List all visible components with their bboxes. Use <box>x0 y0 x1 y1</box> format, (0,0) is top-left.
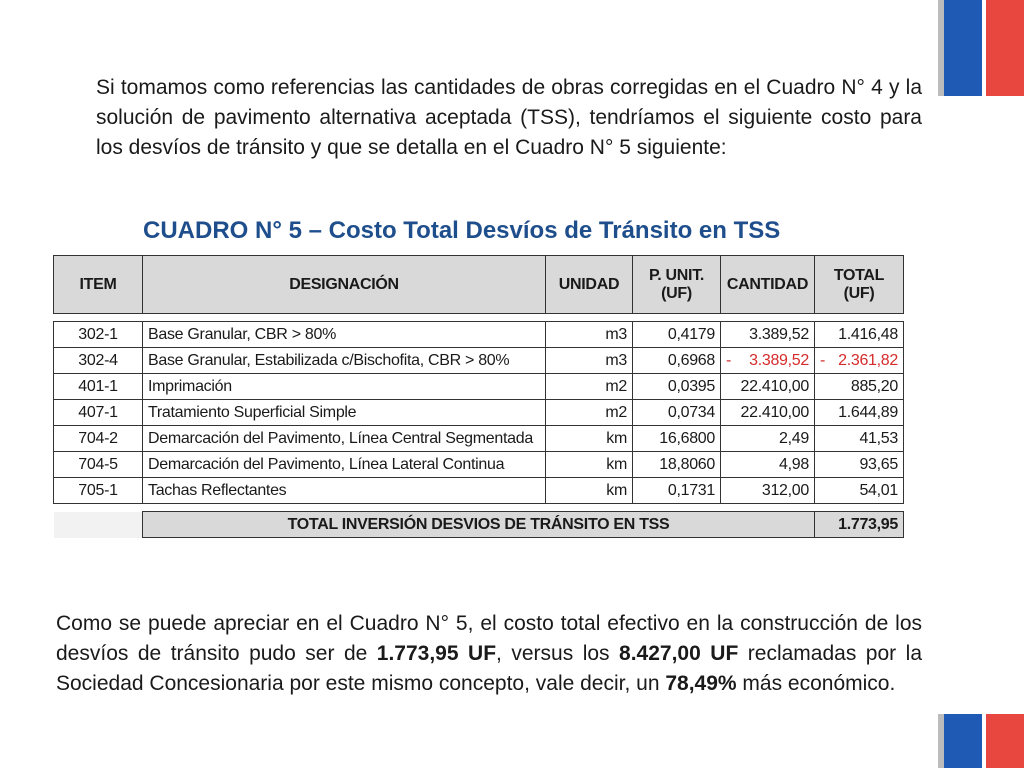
cell-designacion: Tratamiento Superficial Simple <box>143 400 546 426</box>
conclusion-highlight-total: 1.773,95 UF <box>376 642 497 665</box>
cell-p-unit: 18,8060 <box>633 452 721 478</box>
cell-cantidad: 3.389,52 <box>721 322 815 348</box>
cell-total: 93,65 <box>815 452 904 478</box>
cell-item: 705-1 <box>54 478 143 504</box>
header-cantidad: CANTIDAD <box>721 256 815 314</box>
minus-sign: - <box>726 351 732 369</box>
header-designacion: DESIGNACIÓN <box>143 256 546 314</box>
cell-designacion: Base Granular, CBR > 80% <box>143 322 546 348</box>
cell-total: 54,01 <box>815 478 904 504</box>
cell-total-value: 2.361,82 <box>838 351 898 369</box>
table-row <box>54 426 904 452</box>
total-investment-value: 1.773,95 <box>815 512 904 538</box>
conclusion-text-2: , versus los <box>496 642 620 665</box>
cell-designacion: Tachas Reflectantes <box>143 478 546 504</box>
cell-total: 41,53 <box>815 426 904 452</box>
cell-cantidad-negative <box>721 348 815 374</box>
header-p-unit <box>633 256 721 314</box>
cell-item: 302-1 <box>54 322 143 348</box>
cell-unidad: m2 <box>546 400 633 426</box>
cell-p-unit: 0,4179 <box>633 322 721 348</box>
cost-table <box>53 255 904 538</box>
table-row <box>54 322 904 348</box>
conclusion-highlight-percent: 78,49% <box>665 672 737 695</box>
cell-designacion: Demarcación del Pavimento, Línea Lateral Continua <box>143 452 546 478</box>
cell-total: 1.644,89 <box>815 400 904 426</box>
table-row <box>54 348 904 374</box>
header-p-unit-line1: P. UNIT. <box>648 266 705 284</box>
cell-unidad: m2 <box>546 374 633 400</box>
cell-total: 1.416,48 <box>815 322 904 348</box>
cell-unidad: m3 <box>546 322 633 348</box>
cell-p-unit: 0,6968 <box>633 348 721 374</box>
cell-unidad: km <box>546 478 633 504</box>
table-row <box>54 374 904 400</box>
table-title: CUADRO N° 5 – Costo Total Desvíos de Tránsito en TSS <box>143 217 781 244</box>
conclusion-text-3: reclamadas por la Sociedad Concesionaria por este mismo concepto, vale decir, un <box>56 642 922 695</box>
cell-cantidad: 312,00 <box>721 478 815 504</box>
cell-p-unit: 0,1731 <box>633 478 721 504</box>
cell-item: 704-2 <box>54 426 143 452</box>
header-total-line1: TOTAL <box>833 266 885 284</box>
cell-item: 302-4 <box>54 348 143 374</box>
cell-item: 407-1 <box>54 400 143 426</box>
total-row <box>54 512 904 538</box>
cell-cantidad: 4,98 <box>721 452 815 478</box>
cell-cantidad: 22.410,00 <box>721 374 815 400</box>
cell-p-unit: 0,0734 <box>633 400 721 426</box>
flag-decoration-top <box>944 0 1024 96</box>
total-investment-label: TOTAL INVERSIÓN DESVIOS DE TRÁNSITO EN TSS <box>143 512 815 538</box>
cell-unidad: km <box>546 452 633 478</box>
flag-decoration-bottom <box>944 714 1024 768</box>
cell-cantidad: 2,49 <box>721 426 815 452</box>
intro-paragraph: Si tomamos como referencias las cantidades de obras corregidas en el Cuadro N° 4 y la solución de pavimento alternativa aceptada (TSS), tendríamos el siguiente costo para los desvíos de tránsito y que se detalla en el Cuadro N° 5 siguiente: <box>96 76 922 159</box>
cell-p-unit: 16,6800 <box>633 426 721 452</box>
table-header-row <box>54 256 904 314</box>
conclusion-highlight-claimed: 8.427,00 UF <box>619 642 739 665</box>
table-row <box>54 478 904 504</box>
cell-total-negative <box>815 348 904 374</box>
conclusion-paragraph <box>56 609 922 699</box>
cell-item: 704-5 <box>54 452 143 478</box>
cell-p-unit: 0,0395 <box>633 374 721 400</box>
cell-unidad: km <box>546 426 633 452</box>
cell-item: 401-1 <box>54 374 143 400</box>
cell-total: 885,20 <box>815 374 904 400</box>
header-p-unit-line2: (UF) <box>661 284 692 302</box>
header-total <box>815 256 904 314</box>
cell-unidad: m3 <box>546 348 633 374</box>
cell-designacion: Base Granular, Estabilizada c/Bischofita, CBR > 80% <box>143 348 546 374</box>
table-row <box>54 400 904 426</box>
cell-cantidad-value: 3.389,52 <box>749 351 809 369</box>
header-item: ITEM <box>54 256 143 314</box>
cell-designacion: Imprimación <box>143 374 546 400</box>
cell-designacion: Demarcación del Pavimento, Línea Central Segmentada <box>143 426 546 452</box>
header-total-line2: (UF) <box>843 284 875 302</box>
cell-cantidad: 22.410,00 <box>721 400 815 426</box>
table-row <box>54 452 904 478</box>
conclusion-text-1: Como se puede apreciar en el Cuadro N° 5, el costo total efectivo en la construcción de los desvíos de tránsito pudo ser de <box>56 612 922 665</box>
total-row-spacer <box>54 512 143 538</box>
minus-sign: - <box>820 351 826 369</box>
conclusion-text-4: más económico. <box>736 672 896 695</box>
header-unidad: UNIDAD <box>546 256 633 314</box>
